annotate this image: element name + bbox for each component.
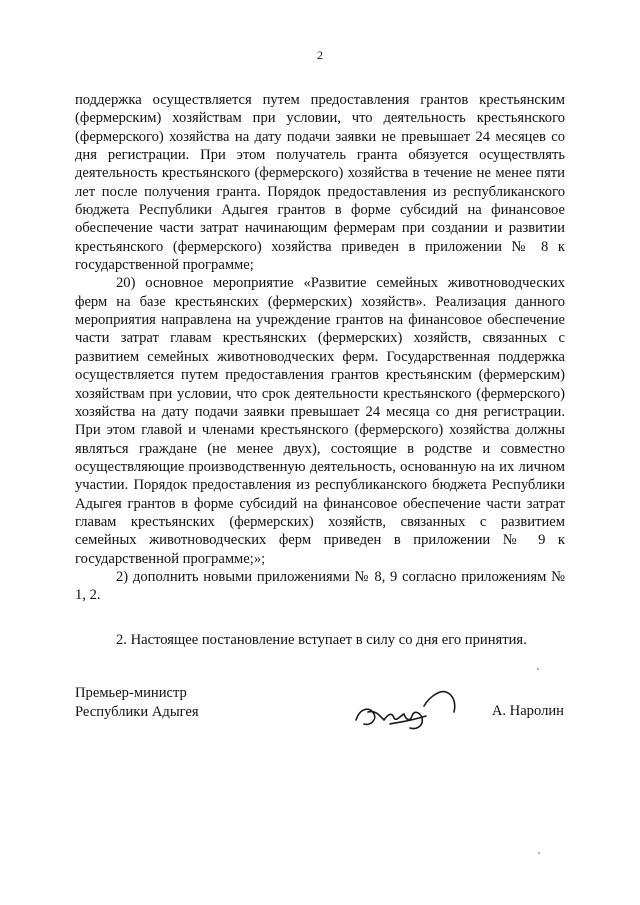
- handwritten-signature: [350, 686, 462, 734]
- paragraph-family-farms: 20) основное мероприятие «Развитие семейных животноводческих ферм на базе крестьянских (фермерских) хозяйств». Реализация данного мероприятия направлена на учреждение грантов на финансовое обеспечение части затрат главам крестьянских (фермерских) хозяйств, связанных с развитием семейных животноводческих ферм. Государственная поддержка осуществляется путем предоставления грантов крестьянским (фермерским) хозяйствам при условии, что срок деятельности крестьянского (фермерского) хозяйства на дату подачи заявки превышает 24 месяца со дня регистрации. При этом главой и членами крестьянского (фермерского) хозяйства должны являться граждане (не менее двух), состоящие в родстве и совместно осуществляющие производственную деятельность, основанную на их личном участии. Порядок предоставления из республиканского бюджета Республики Адыгея грантов в форме субсидий на финансовое обеспечение части затрат главам крестьянских (фермерских) хозяйств, связанных с развитием семейных животноводческих ферм приведен в приложении № 9 к государственной программе;»;: [75, 275, 565, 567]
- document-body: [75, 91, 565, 649]
- paragraph-effective-date: 2. Настоящее постановление вступает в силу со дня его принятия.: [116, 631, 527, 648]
- signatory-title: [75, 684, 199, 721]
- paragraph-appendices: 2) дополнить новыми приложениями № 8, 9 согласно приложениям № 1, 2.: [75, 568, 565, 604]
- signatory-title-line2: Республики Адыгея: [75, 703, 199, 720]
- scan-speck: [537, 668, 539, 670]
- signatory-name: А. Наролин: [491, 703, 564, 719]
- signatory-title-line1: Премьер-министр: [75, 685, 187, 701]
- page-number: 2: [317, 48, 323, 62]
- scan-speck: [538, 852, 540, 854]
- paragraph-grant-support: поддержка осуществляется путем предоставления грантов крестьянским (фермерским) хозяйствам при условии, что деятельность крестьянского (фермерского) хозяйства на дату подачи заявки не превышает 24 месяцев со дня регистрации. При этом получатель гранта обязуется осуществлять деятельность крестьянского (фермерского) хозяйства в течение не менее пяти лет после получения гранта. Порядок предоставления из республиканского бюджета Республики Адыгея грантов в форме субсидий на финансовое обеспечение части затрат начинающим фермерам при создании и развитии крестьянского (фермерского) хозяйства приведен в приложении № 8 к государственной программе;: [75, 92, 565, 274]
